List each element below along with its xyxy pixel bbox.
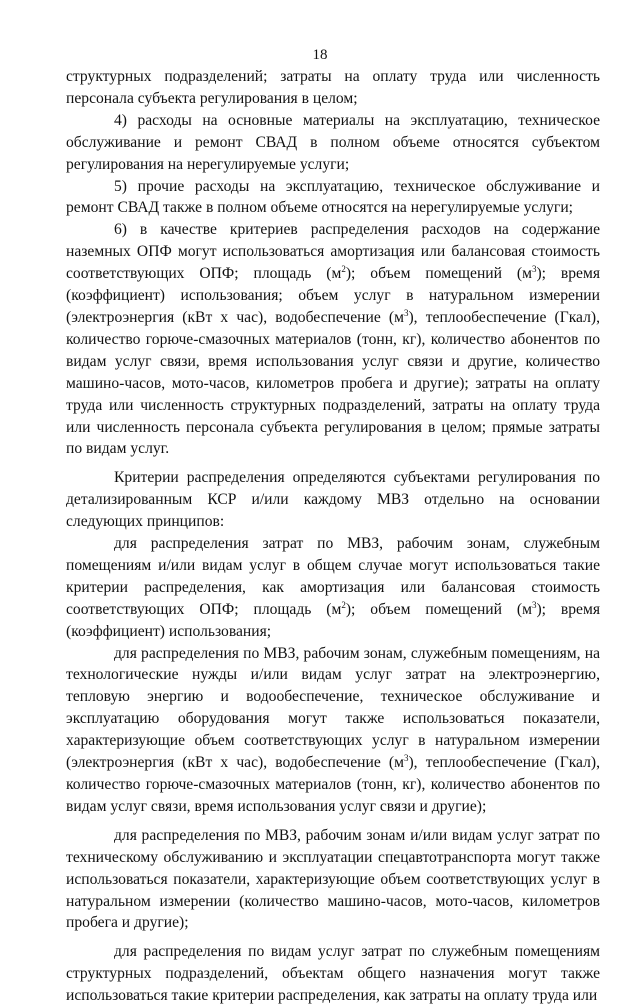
paragraph-item-5: [66, 176, 600, 220]
paragraph-principle-general: [66, 533, 600, 643]
superscript: 3: [531, 264, 537, 275]
text-run: 5) прочие расходы на эксплуатацию, техническое обслуживание и ремонт СВАД также в полном объеме относятся на нерегулируемые услуги;: [66, 177, 600, 217]
text-run: 6) в качестве критериев распределения расходов на содержание наземных ОПФ могут использоваться амортизация или балансовая стоимость соответствующих ОПФ; площадь (м: [66, 221, 600, 283]
text-run: структурных подразделений; затраты на оплату труда или численность персонала субъекта регулирования в целом;: [66, 68, 600, 107]
superscript: 3: [403, 753, 409, 764]
text-run: ), теплообеспечение (Гкал), количество горюче-смазочных материалов (тонн, кг), количество абонентов по видам услуг связи, время использования услуг связи и другие);: [66, 754, 600, 815]
text-run: Критерии распределения определяются субъектами регулирования по детализированным КСР и/или каждому МВЗ отдельно на основании следующих принципов:: [66, 469, 600, 531]
document-body: [66, 66, 600, 1007]
superscript: 2: [341, 264, 346, 275]
text-run: 4) расходы на основные материалы на эксплуатацию, техническое обслуживание и ремонт СВАД в полном объеме относятся субъектом регулирования на нерегулируемые услуги;: [66, 111, 600, 173]
text-run: для распределения по МВЗ, рабочим зонам и/или видам услуг затрат по техническому обслуживанию и эксплуатации спецавтотранспорта могут также использоваться показатели, характеризующие объем соответствующих услуг в натуральном измерении (количество машино-часов, мото-часов, километров пробега и другие);: [66, 826, 600, 932]
paragraph-item-4: [66, 110, 600, 176]
page-number: 18: [312, 47, 328, 63]
text-run: для распределения по МВЗ, рабочим зонам, служебным помещениям, на технологические нужды и/или видам услуг затрат на электроэнергию, тепловую энергию и водообеспечение, техническое обслуживание и эксплуатацию оборудования могут также использоваться показатели, характеризующие объем соответствующих услуг в натуральном измерении (электроэнергия (кВт х час), водобеспечение (м: [66, 644, 600, 772]
paragraph-continuation: [66, 66, 600, 110]
paragraph-criteria-intro: [66, 467, 600, 533]
text-run: для распределения затрат по МВЗ, рабочим зонам, служебным помещениям и/или видам услуг в общем случае могут использоваться такие критерии распределения, как амортизация или балансовая стоимость соответствующих ОПФ; площадь (м: [66, 535, 600, 618]
paragraph-principle-premises: [66, 941, 600, 1007]
superscript: 3: [531, 599, 537, 610]
paragraph-principle-utilities: [66, 643, 600, 818]
text-run: ); объем помещений (м: [345, 265, 532, 283]
text-run: ); объем помещений (м: [345, 600, 532, 618]
superscript: 2: [341, 599, 346, 610]
text-run: ); время (коэффициент) использования;: [66, 600, 601, 640]
paragraph-item-6: [66, 219, 600, 460]
text-run: ), теплообеспечение (Гкал), количество горюче-смазочных материалов (тонн, кг), количество абонентов по видам услуг связи, время использования услуг связи и другие, количество машино-часов, мото-часов, километров пробега и другие); затраты на оплату труда или численность структурных подразделений, затраты на оплату труда или численность персонала субъекта регулирования в целом; прямые затраты по видам услуг.: [66, 308, 600, 458]
superscript: 3: [403, 307, 409, 318]
text-run: ); время (коэффициент) использования; объем услуг в натуральном измерении (электроэнергия (кВт х час), водобеспечение (м: [66, 265, 601, 326]
paragraph-principle-vehicles: [66, 825, 600, 935]
text-run: для распределения по видам услуг затрат по служебным помещениям структурных подразделений, объектам общего назначения могут также использоваться такие критерии распределения, как затраты на оплату труда или: [66, 943, 600, 1005]
